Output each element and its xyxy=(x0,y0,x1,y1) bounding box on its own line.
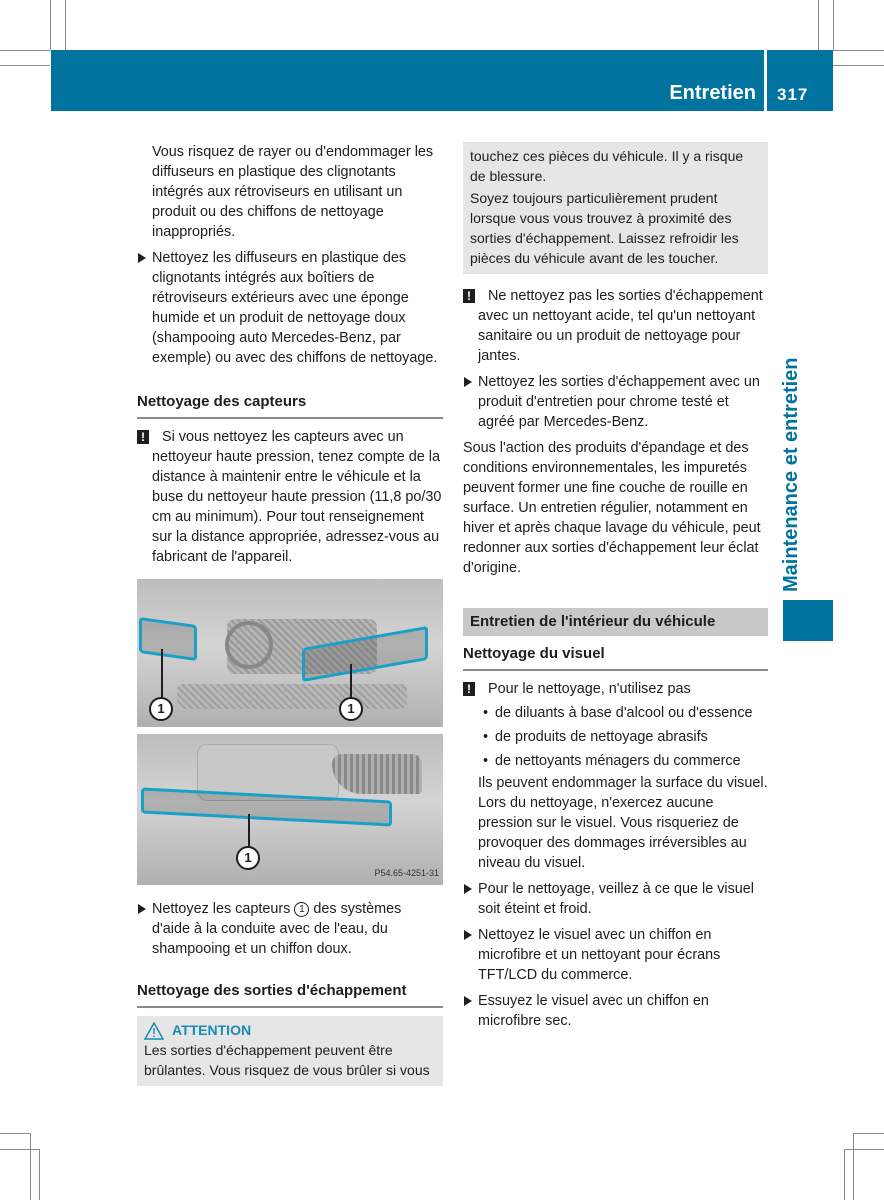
crop-mark xyxy=(30,1133,31,1200)
arrow-bullet-icon xyxy=(464,996,472,1006)
attention-title: ATTENTION xyxy=(172,1022,252,1038)
exclamation-icon: ! xyxy=(463,682,475,696)
attention-box xyxy=(137,1016,443,1086)
arrow-bullet-icon xyxy=(464,377,472,387)
left-column xyxy=(137,142,443,1086)
crop-mark xyxy=(833,65,884,66)
instruction-step: Pour le nettoyage, veillez à ce que le visuel soit éteint et froid. xyxy=(463,879,768,919)
warning-note: ! Ne nettoyez pas les sorties d'échappement avec un nettoyant acide, tel qu'un nettoyant sanitaire ou un produit de nettoyage pour jantes. xyxy=(463,286,768,366)
crop-mark xyxy=(833,0,834,50)
crop-mark xyxy=(39,1149,40,1200)
rust-paragraph: Sous l'action des produits d'épandage et des conditions environnementales, les impuretés peuvent former une fine couche de rouille en surface. Un entretien régulier, notamment en hiver et après chaque lavage du véhicule, peut redonner aux sorties d'échappement leur éclat d'origine. xyxy=(463,440,761,576)
chapter-side-marker xyxy=(783,600,833,641)
crop-mark xyxy=(853,1133,884,1134)
crop-mark xyxy=(853,1133,854,1200)
rear-bumper-image xyxy=(137,734,443,885)
crop-mark xyxy=(844,1149,884,1150)
list-item: • de diluants à base d'alcool ou d'essence xyxy=(478,703,768,723)
list-item: • de nettoyants ménagers du commerce xyxy=(478,751,768,771)
crop-mark xyxy=(0,65,50,66)
sensor-highlight xyxy=(141,787,392,826)
callout-1: 1 xyxy=(149,697,173,721)
arrow-bullet-icon xyxy=(138,904,146,914)
warning-note: ! Si vous nettoyez les capteurs avec un nettoyeur haute pression, tenez compte de la distance à maintenir entre le véhicule et la buse du nettoyeur haute pression (11,8 po/30 cm au minimum). Pour tout renseignement sur la distance appropriée, adressez-vous au fabricant de l'appareil. xyxy=(137,427,443,567)
instruction-step: Essuyez le visuel avec un chiffon en microfibre sec. xyxy=(463,991,768,1031)
attention-text: Les sorties d'échappement peuvent être brûlantes. Vous risquez de vous brûler si vous xyxy=(144,1042,430,1079)
callout-1-inline: 1 xyxy=(294,902,309,917)
crop-mark xyxy=(0,1149,39,1150)
warning-note: ! Pour le nettoyage, n'utilisez pas • de diluants à base d'alcool ou d'essence • de produits de nettoyage abrasifs • de nettoyants ménagers du commerce Ils peuvent endommager la surface du visuel. Lors du nettoyage, n'exercez aucune pression sur le visuel. Vous risqueriez de provoquer des dommages irréversibles au niveau du visuel. xyxy=(463,679,768,873)
instruction-step: Nettoyez les capteurs 1 des systèmes d'aide à la conduite avec de l'eau, du shampooing et un chiffon doux. xyxy=(137,899,443,959)
sensor-location-figure xyxy=(137,579,443,885)
attention-box-continued: touchez ces pièces du véhicule. Il y a risque de blessure. Soyez toujours particulièrement prudent lorsque vous vous trouvez à proximité des sorties d'échappement. Laissez refroidir les pièces du véhicule avant de les toucher. xyxy=(463,142,768,274)
header-bar xyxy=(51,50,764,111)
crop-mark xyxy=(844,1149,845,1200)
warning-triangle-icon xyxy=(144,1022,164,1040)
crop-mark xyxy=(818,0,819,50)
display-heading: Nettoyage du visuel xyxy=(463,644,768,671)
interior-section-heading: Entretien de l'intérieur du véhicule xyxy=(463,608,768,636)
callout-1: 1 xyxy=(339,697,363,721)
chapter-side-label: Maintenance et entretien xyxy=(780,357,802,592)
crop-mark xyxy=(0,50,50,51)
crop-mark xyxy=(65,0,66,50)
crop-mark xyxy=(0,1133,30,1134)
exclamation-icon: ! xyxy=(463,289,475,303)
right-column xyxy=(463,142,768,1031)
list-item: • de produits de nettoyage abrasifs xyxy=(478,727,768,747)
exhaust-heading: Nettoyage des sorties d'échappement xyxy=(137,981,443,1008)
page-number: 317 xyxy=(777,85,809,104)
intro-text: Vous risquez de rayer ou d'endommager les diffuseurs en plastique des clignotants intégrés aux rétroviseurs en utilisant un produit ou des chiffons de nettoyage inappropriés. xyxy=(152,144,434,240)
arrow-bullet-icon xyxy=(138,253,146,263)
arrow-bullet-icon xyxy=(464,930,472,940)
callout-1: 1 xyxy=(236,846,260,870)
instruction-step: Nettoyez les sorties d'échappement avec un produit d'entretien pour chrome testé et agréé par Mercedes-Benz. xyxy=(463,372,768,432)
crop-mark xyxy=(833,50,884,51)
sensor-highlight xyxy=(139,617,197,661)
section-title: Entretien xyxy=(669,82,756,104)
arrow-bullet-icon xyxy=(464,884,472,894)
exclamation-icon: ! xyxy=(137,430,149,444)
figure-code: P54.65-4251-31 xyxy=(374,868,439,878)
instruction-step: Nettoyez les diffuseurs en plastique des clignotants intégrés aux boîtiers de rétroviseurs extérieurs avec une éponge humide et un produit de nettoyage doux (shampooing auto Mercedes-Benz, par exemple) ou avec des chiffons de nettoyage. xyxy=(137,248,443,368)
instruction-step: Nettoyez le visuel avec un chiffon en microfibre et un nettoyant pour écrans TFT/LCD du commerce. xyxy=(463,925,768,985)
crop-mark xyxy=(50,0,51,50)
front-bumper-image xyxy=(137,579,443,727)
sensors-heading: Nettoyage des capteurs xyxy=(137,392,443,419)
